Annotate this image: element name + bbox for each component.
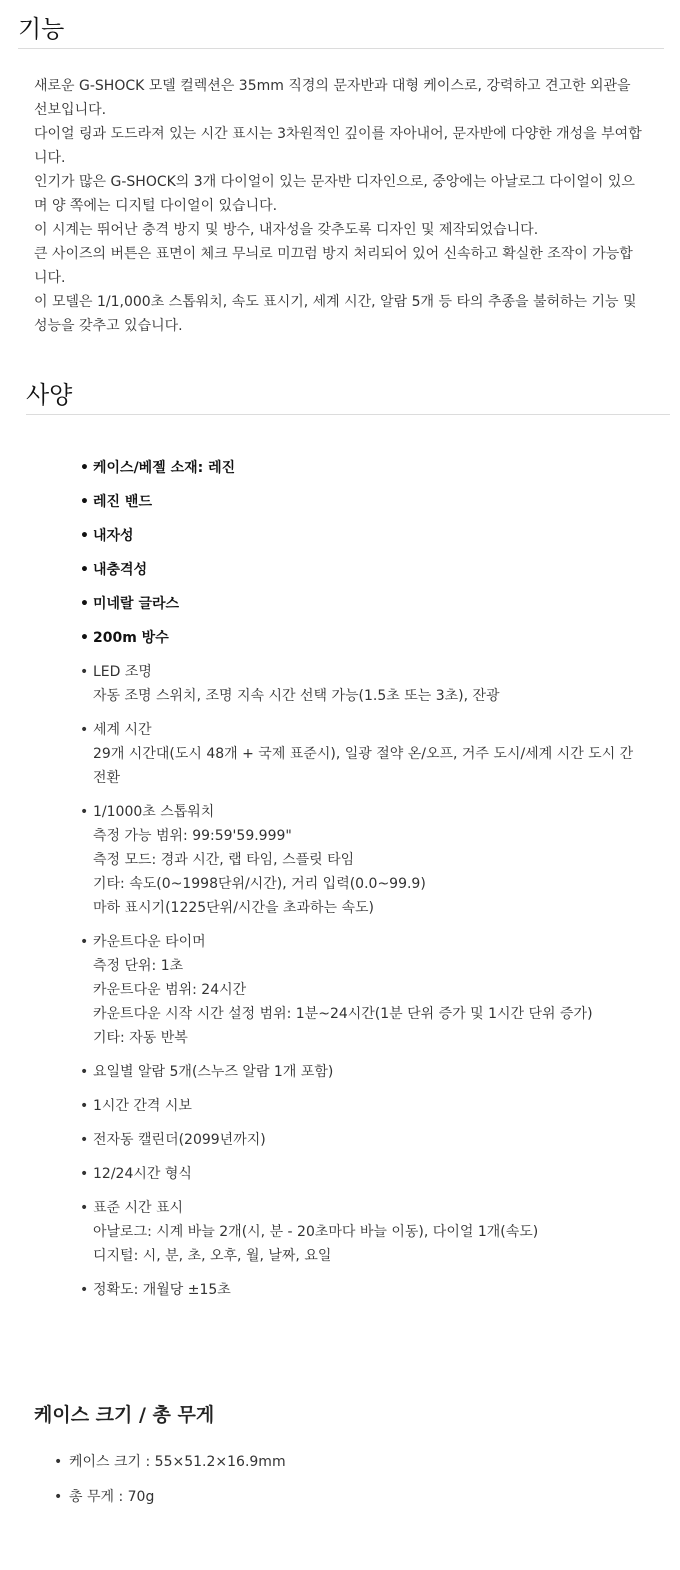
- bullet-icon: •: [54, 1489, 63, 1505]
- bullet-icon: •: [80, 562, 89, 578]
- feature-paragraph: 새로운 G-SHOCK 모델 컬렉션은 35mm 직경의 문자반과 대형 케이스로, 강력하고 견고한 외관을 선보입니다.: [34, 78, 631, 118]
- spec-item-title: 세계 시간: [93, 722, 152, 738]
- bullet-icon: •: [54, 1454, 63, 1470]
- spec-item: [80, 718, 650, 790]
- spec-item: [80, 660, 650, 708]
- bullet-icon: •: [80, 804, 89, 820]
- spec-item-detail: 측정 가능 범위: 99:59'59.999": [93, 828, 292, 844]
- spec-item: [80, 456, 650, 480]
- spec-item-detail: 측정 단위: 1초: [93, 958, 184, 974]
- case-size-text: 케이스 크기 : 55×51.2×16.9mm: [69, 1454, 286, 1470]
- spec-heading: 사양: [26, 381, 73, 409]
- spec-item-title: 표준 시간 표시: [93, 1200, 184, 1216]
- spec-item-title: LED 조명: [93, 664, 152, 680]
- bullet-icon: •: [80, 596, 89, 612]
- spec-item: [80, 626, 650, 650]
- spec-item-detail: 측정 모드: 경과 시간, 랩 타임, 스플릿 타임: [93, 852, 355, 868]
- spec-item-detail: 기타: 속도(0~1998단위/시간), 거리 입력(0.0~99.9): [93, 876, 426, 892]
- spec-item: [80, 1060, 650, 1084]
- features-description: [34, 74, 646, 338]
- spec-item-title: 1시간 간격 시보: [93, 1098, 192, 1114]
- spec-item-title: 내자성: [93, 528, 134, 544]
- spec-item-detail: 디지털: 시, 분, 초, 오후, 월, 날짜, 요일: [93, 1248, 332, 1264]
- spec-list: [80, 456, 650, 1312]
- spec-item-detail: 아날로그: 시계 바늘 2개(시, 분 - 20초마다 바늘 이동), 다이얼 1개(속도): [93, 1224, 539, 1240]
- spec-item-detail: 마하 표시기(1225단위/시간을 초과하는 속도): [93, 900, 375, 916]
- spec-item: [80, 930, 650, 1050]
- feature-paragraph: 이 시계는 뛰어난 충격 방지 및 방수, 내자성을 갖추도록 디자인 및 제작되었습니다.: [34, 222, 539, 238]
- bullet-icon: •: [80, 1064, 89, 1080]
- bullet-icon: •: [80, 460, 89, 476]
- feature-paragraph: 큰 사이즈의 버튼은 표면이 체크 무늬로 미끄럼 방지 처리되어 있어 신속하고 확실한 조작이 가능합니다.: [34, 246, 633, 286]
- spec-item-title: 1/1000초 스톱워치: [93, 804, 215, 820]
- spec-item-detail: 29개 시간대(도시 48개 + 국제 표준시), 일광 절약 온/오프, 거주 도시/세계 시간 도시 간 전환: [93, 746, 634, 786]
- spec-item: [80, 800, 650, 920]
- case-size-text: 총 무게 : 70g: [69, 1489, 155, 1505]
- spec-item: [80, 1278, 650, 1302]
- spec-item-title: 미네랄 글라스: [93, 596, 180, 612]
- features-divider: [18, 48, 664, 49]
- spec-item-detail: 기타: 자동 반복: [93, 1030, 188, 1046]
- spec-item-title: 전자동 캘린더(2099년까지): [93, 1132, 266, 1148]
- spec-item: [80, 1196, 650, 1268]
- bullet-icon: •: [80, 664, 89, 680]
- spec-item-title: 정확도: 개월당 ±15초: [93, 1282, 231, 1298]
- spec-item-detail: 카운트다운 시작 시간 설정 범위: 1분~24시간(1분 단위 증가 및 1시간 단위 증가): [93, 1006, 593, 1022]
- bullet-icon: •: [80, 1098, 89, 1114]
- spec-item-title: 레진 밴드: [93, 494, 152, 510]
- spec-item: [80, 1094, 650, 1118]
- bullet-icon: •: [80, 722, 89, 738]
- spec-item: [80, 558, 650, 582]
- spec-item-detail: 카운트다운 범위: 24시간: [93, 982, 247, 998]
- bullet-icon: •: [80, 934, 89, 950]
- bullet-icon: •: [80, 1166, 89, 1182]
- case-size-item: [54, 1450, 286, 1474]
- spec-item: [80, 490, 650, 514]
- spec-item: [80, 524, 650, 548]
- case-size-heading: 케이스 크기 / 총 무게: [34, 1404, 215, 1426]
- case-size-item: [54, 1485, 286, 1509]
- case-size-list: [54, 1450, 286, 1520]
- spec-item: [80, 1128, 650, 1152]
- bullet-icon: •: [80, 494, 89, 510]
- spec-item-detail: 자동 조명 스위치, 조명 지속 시간 선택 가능(1.5초 또는 3초), 잔광: [93, 688, 500, 704]
- spec-item-title: 12/24시간 형식: [93, 1166, 192, 1182]
- spec-item: [80, 1162, 650, 1186]
- spec-item-title: 내충격성: [93, 562, 148, 578]
- bullet-icon: •: [80, 1282, 89, 1298]
- features-heading: 기능: [18, 15, 65, 43]
- spec-item: [80, 592, 650, 616]
- spec-item-title: 200m 방수: [93, 630, 169, 646]
- spec-divider: [26, 414, 670, 415]
- feature-paragraph: 인기가 많은 G-SHOCK의 3개 다이얼이 있는 문자반 디자인으로, 중앙에는 아날로그 다이얼이 있으며 양 쪽에는 디지털 다이얼이 있습니다.: [34, 174, 635, 214]
- bullet-icon: •: [80, 630, 89, 646]
- feature-paragraph: 이 모델은 1/1,000초 스톱워치, 속도 표시기, 세계 시간, 알람 5개 등 타의 추종을 불허하는 기능 및 성능을 갖추고 있습니다.: [34, 294, 637, 334]
- bullet-icon: •: [80, 1200, 89, 1216]
- bullet-icon: •: [80, 528, 89, 544]
- bullet-icon: •: [80, 1132, 89, 1148]
- spec-item-title: 요일별 알람 5개(스누즈 알람 1개 포함): [93, 1064, 334, 1080]
- spec-item-title: 카운트다운 타이머: [93, 934, 206, 950]
- feature-paragraph: 다이얼 링과 도드라져 있는 시간 표시는 3차원적인 깊이를 자아내어, 문자반에 다양한 개성을 부여합니다.: [34, 126, 642, 166]
- spec-item-title: 케이스/베젤 소재: 레진: [93, 460, 236, 476]
